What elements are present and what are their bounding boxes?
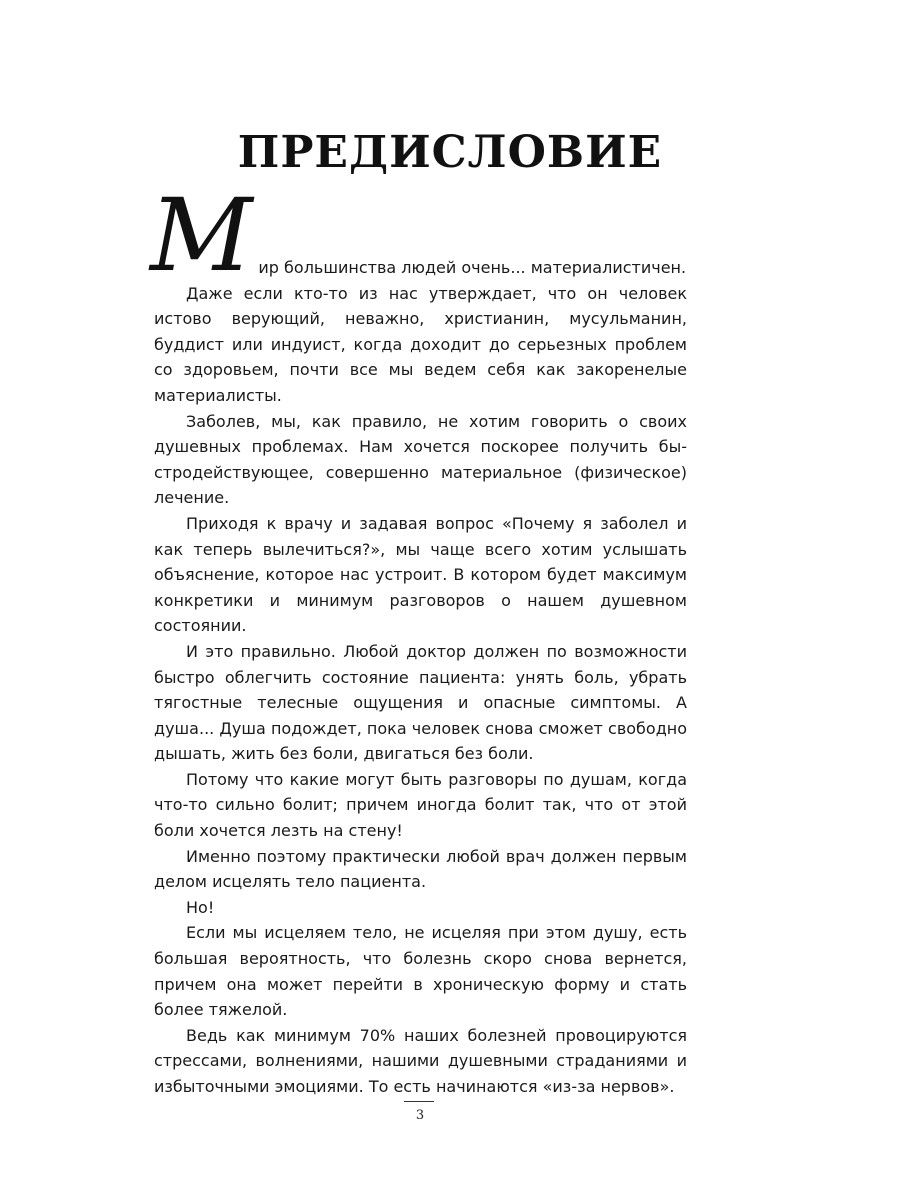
paragraph: Потому что какие могут быть разговоры по душам, когда что-то сильно болит; причем иногда болит так, что от этой боли хочется лезть на стену! — [154, 769, 687, 841]
paragraph: Заболев, мы, как правило, не хотим говорить о своих душевных проблемах. Нам хочется поскорее получить быстродействующее, совершенно материальное (физическое) лечение. — [154, 411, 687, 508]
paragraph: Если мы исцеляем тело, не исцеляя при этом душу, есть большая вероятность, что болезнь скоро снова вернется, причем она может перейти в хроническую форму и стать более тяжелой. — [154, 923, 687, 1020]
paragraph: Именно поэтому практически любой врач должен первым делом исцелять тело пациента. — [154, 846, 687, 892]
paragraph: Но! — [186, 897, 215, 917]
paragraph: Даже если кто-то из нас утверждает, что он человек истово верующий, неважно, христианин, мусульманин, буддист или индуист, когда доходит до серьезных проблем со здоровьем, почти все мы ведем себя как закоренелые материалисты. — [154, 283, 687, 405]
paragraph-text: ир большинства людей очень... материалистичен. — [258, 258, 687, 277]
chapter-title: ПРЕДИСЛОВИЕ — [237, 127, 663, 178]
page-number: 3 — [415, 1108, 425, 1123]
drop-cap: М — [150, 177, 253, 294]
chapter-body — [150, 177, 687, 1100]
paragraph — [150, 177, 687, 294]
page-number-rule — [404, 1101, 434, 1102]
paragraph: Ведь как минимум 70% наших болезней провоцируются стрессами, волнениями, нашими душевными страданиями и избыточными эмоциями. То есть начинаются «из-за нервов». — [154, 1025, 687, 1096]
paragraph: И это правильно. Любой доктор должен по возможности быстро облегчить состояние пациента: унять боль, убрать тягостные телесные ощущения и опасные симптомы. А душа... Душа подождет, пока человек снова сможет свободно дышать, жить без боли, двигаться без боли. — [154, 641, 687, 764]
paragraph: Приходя к врачу и задавая вопрос «Почему я заболел и как теперь вылечиться?», мы чаще всего хотим услышать объяснение, которое нас устроит. В котором будет максимум конкретики и минимум разговоров о нашем душевном состоянии. — [154, 513, 687, 636]
